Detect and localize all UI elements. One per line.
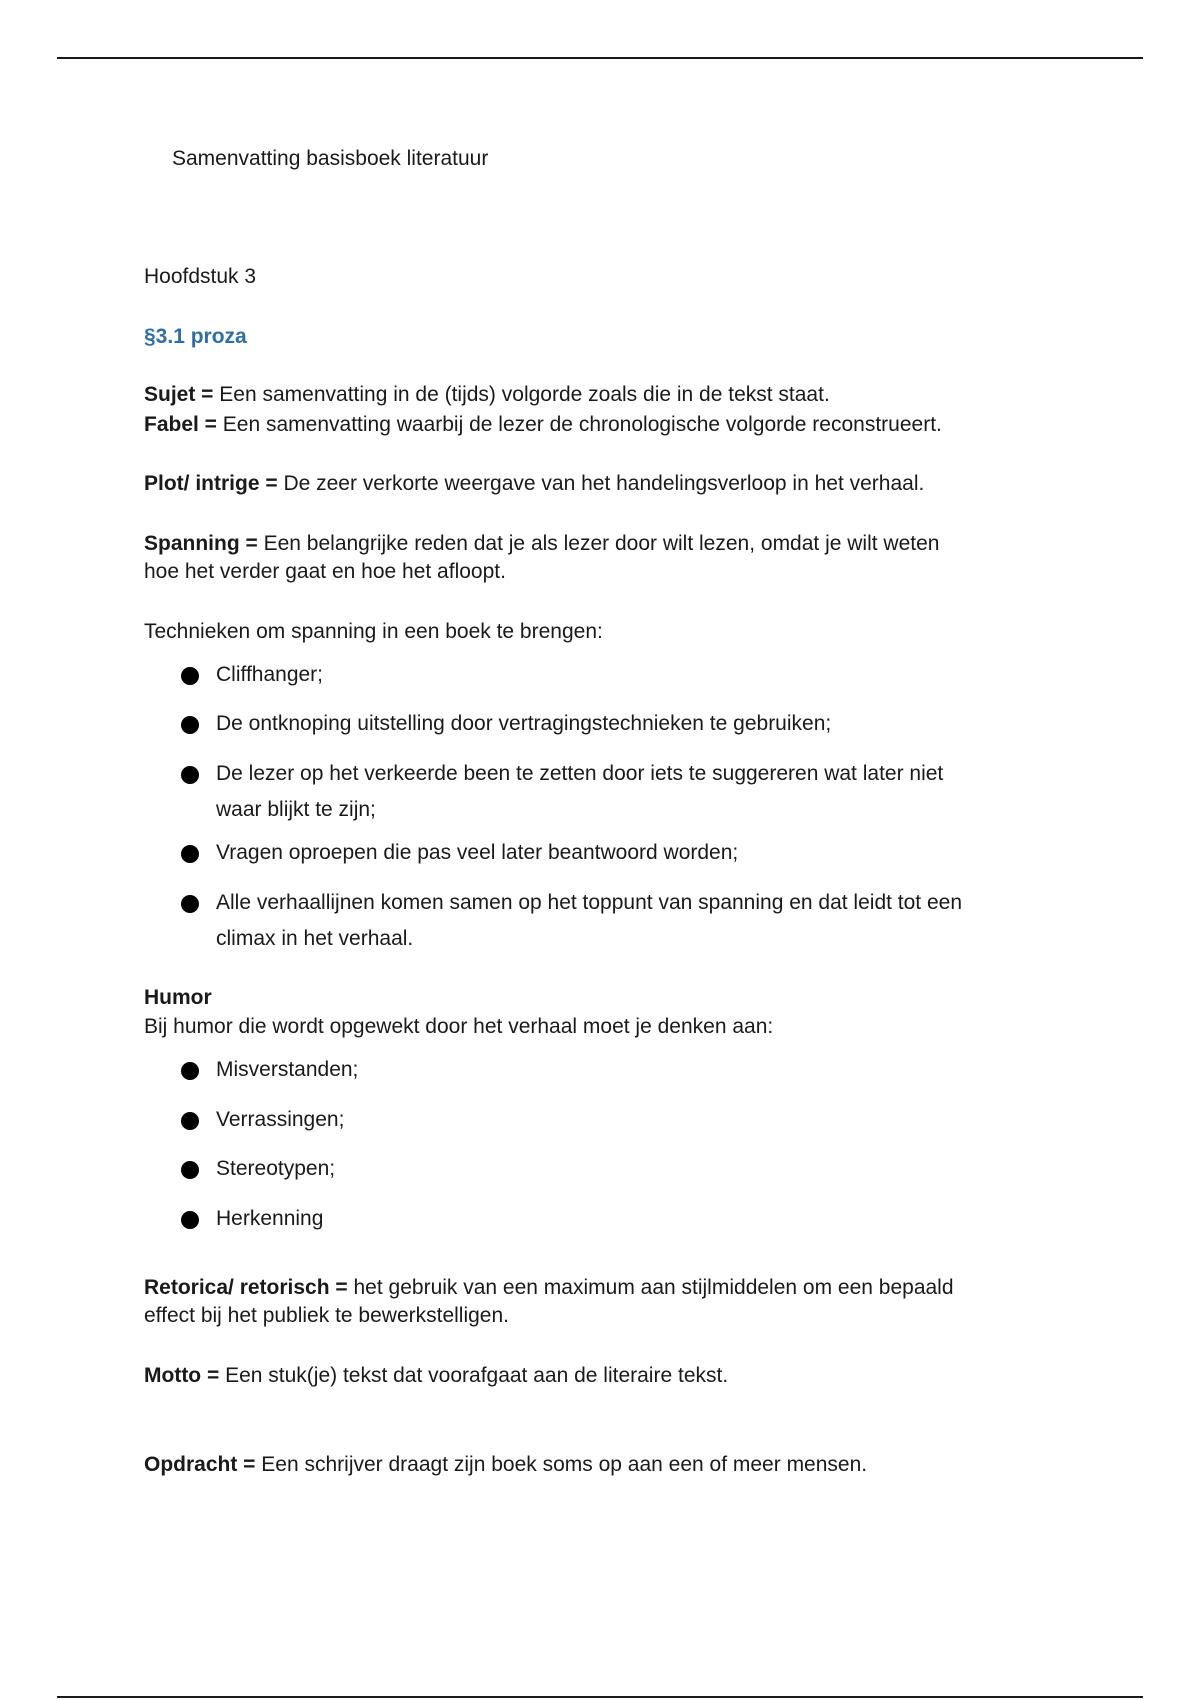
bottom-rule xyxy=(57,1696,1143,1698)
list-item-text: Vragen oproepen die pas veel later beantwoord worden; xyxy=(216,841,739,864)
term-fabel: Fabel = xyxy=(144,413,217,436)
list-item-text: Stereotypen; xyxy=(216,1157,336,1180)
term-sujet: Sujet = xyxy=(144,383,214,406)
list-item xyxy=(180,706,1116,742)
list-item-text: Misverstanden; xyxy=(216,1058,359,1081)
term-plot: Plot/ intrige = xyxy=(144,472,278,495)
text-spanning-line1: Een belangrijke reden dat je als lezer door wilt lezen, omdat je wilt weten xyxy=(257,532,940,555)
text-fabel: Een samenvatting waarbij de lezer de chronologische volgorde reconstrueert. xyxy=(216,413,942,436)
bullet-icon xyxy=(181,1161,199,1179)
list-item xyxy=(180,835,1116,871)
term-opdracht: Opdracht = xyxy=(144,1453,256,1476)
text-plot: De zeer verkorte weergave van het handelingsverloop in het verhaal. xyxy=(277,472,925,495)
bullet-icon xyxy=(181,895,199,913)
list-item xyxy=(180,1052,1116,1088)
list-item-text: De ontknoping uitstelling door vertragingstechnieken te gebruiken; xyxy=(216,712,832,735)
definition-retorica xyxy=(144,1274,954,1330)
text-motto: Een stuk(je) tekst dat voorafgaat aan de literaire tekst. xyxy=(219,1364,729,1387)
list-item xyxy=(180,657,1116,693)
term-motto: Motto = xyxy=(144,1364,220,1387)
text-spanning-line2: hoe het verder gaat en hoe het afloopt. xyxy=(144,560,506,583)
list-item xyxy=(180,756,1116,828)
list-item xyxy=(180,1151,1116,1187)
text-sujet: Een samenvatting in de (tijds) volgorde zoals die in de tekst staat. xyxy=(213,383,830,406)
bullet-icon xyxy=(181,1112,199,1130)
bullet-icon xyxy=(181,1062,199,1080)
definition-plot xyxy=(144,470,924,498)
text-retorica-line2: effect bij het publiek te bewerkstelligen. xyxy=(144,1304,509,1327)
list-item-text: Herkenning xyxy=(216,1207,324,1230)
term-spanning: Spanning = xyxy=(144,532,258,555)
definition-opdracht xyxy=(144,1451,867,1479)
list-item-text-cont: climax in het verhaal. xyxy=(216,927,414,950)
definition-sujet xyxy=(144,381,830,409)
term-retorica: Retorica/ retorisch = xyxy=(144,1276,348,1299)
text-opdracht: Een schrijver draagt zijn boek soms op aan een of meer mensen. xyxy=(255,1453,868,1476)
list-item xyxy=(180,1102,1116,1138)
bullet-icon xyxy=(181,845,199,863)
list-item xyxy=(180,885,1116,957)
bullet-icon xyxy=(181,667,199,685)
humor-heading: Humor xyxy=(144,986,212,1009)
list-item-text: Cliffhanger; xyxy=(216,663,324,686)
list-item-text: Alle verhaallijnen komen samen op het toppunt van spanning en dat leidt tot een xyxy=(216,891,963,914)
bullet-icon xyxy=(181,1211,199,1229)
definition-fabel xyxy=(144,411,942,439)
list-item-text-cont: waar blijkt te zijn; xyxy=(216,798,376,821)
definition-motto xyxy=(144,1362,728,1390)
section-heading: §3.1 proza xyxy=(144,325,247,348)
list-item xyxy=(180,1201,1116,1237)
top-rule xyxy=(57,57,1143,59)
list-item-text: Verrassingen; xyxy=(216,1108,345,1131)
chapter-heading: Hoofdstuk 3 xyxy=(144,265,257,288)
bullet-icon xyxy=(181,716,199,734)
text-retorica-line1: het gebruik van een maximum aan stijlmiddelen om een bepaald xyxy=(347,1276,954,1299)
document-title: Samenvatting basisboek literatuur xyxy=(172,147,489,170)
list-item-text: De lezer op het verkeerde been te zetten door iets te suggereren wat later niet xyxy=(216,762,944,785)
bullet-icon xyxy=(181,766,199,784)
definition-spanning xyxy=(144,530,939,586)
humor-intro: Bij humor die wordt opgewekt door het verhaal moet je denken aan: xyxy=(144,1015,774,1038)
techniques-intro: Technieken om spanning in een boek te brengen: xyxy=(144,620,603,643)
